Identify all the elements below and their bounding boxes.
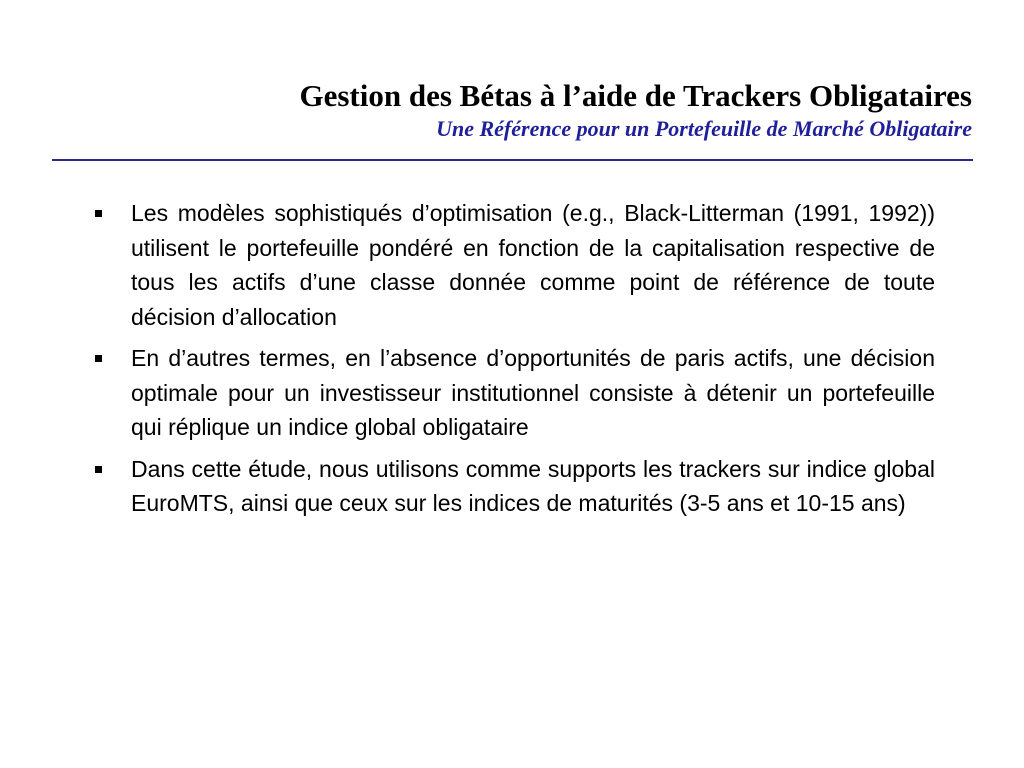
header-divider bbox=[52, 159, 973, 161]
bullet-item bbox=[93, 196, 935, 334]
bullet-text: Les modèles sophistiqués d’optimisation (e.g., Black-Litterman (1991, 1992)) utilisent le portefeuille pondéré en fonction de la capitalisation respective de tous les actifs d’une classe donnée comme point de référence de toute décision d’allocation bbox=[131, 200, 935, 330]
bullet-item bbox=[93, 452, 935, 521]
square-bullet-icon bbox=[95, 466, 102, 473]
bullet-list bbox=[93, 196, 935, 528]
slide-subtitle: Une Référence pour un Portefeuille de Marché Obligataire bbox=[436, 116, 972, 141]
square-bullet-icon bbox=[95, 355, 102, 362]
bullet-text: En d’autres termes, en l’absence d’opportunités de paris actifs, une décision optimale pour un investisseur institutionnel consiste à détenir un portefeuille qui réplique un indice global obligataire bbox=[131, 345, 935, 440]
bullet-item bbox=[93, 341, 935, 445]
slide-header bbox=[72, 78, 972, 144]
square-bullet-icon bbox=[95, 210, 102, 217]
slide-title: Gestion des Bétas à l’aide de Trackers Obligataires bbox=[299, 78, 972, 113]
bullet-text: Dans cette étude, nous utilisons comme supports les trackers sur indice global EuroMTS, ainsi que ceux sur les indices de maturités (3-5 ans et 10-15 ans) bbox=[131, 455, 935, 516]
